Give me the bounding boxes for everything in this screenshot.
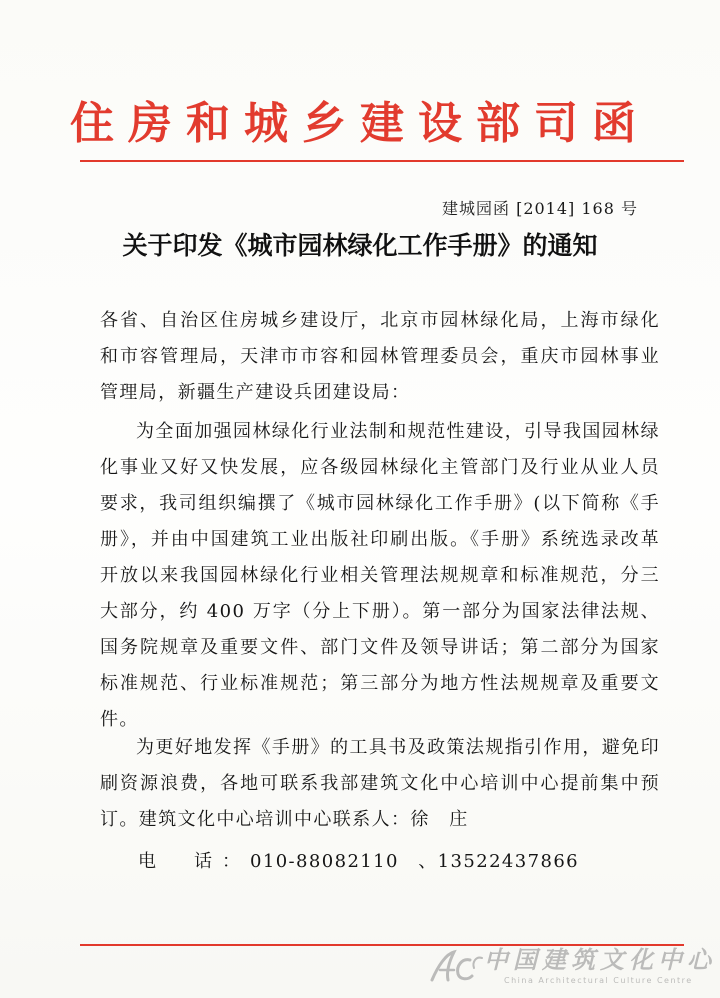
watermark-org-name: 中国建筑文化中心 [484, 945, 716, 974]
document-number: 建城园函 [2014] 168 号 [441, 199, 638, 218]
body-paragraph-2: 为更好地发挥《手册》的工具书及政策法规指引作用，避免印刷资源浪费，各地可联系我部建筑文化中心培训中心提前集中预订。建筑文化中心培训中心联系人：徐 庄 [100, 737, 660, 830]
contact-phone-line [138, 844, 579, 880]
issuer-letterhead: 住房和城乡建设部司函 [70, 98, 650, 149]
phone-label: 电 话： [138, 851, 250, 872]
watermark-english-name: China Architectural Culture Centre [504, 976, 693, 985]
addressee-paragraph: 各省、自治区住房城乡建设厅，北京市园林绿化局，上海市绿化和市容管理局，天津市市容和园林管理委员会，重庆市园林事业管理局，新疆生产建设兵团建设局： [100, 310, 660, 403]
phone-numbers: 010-88082110 、13522437866 [250, 851, 580, 872]
document-title: 关于印发《城市园林绿化工作手册》的通知 [122, 231, 598, 260]
organization-watermark [428, 940, 716, 996]
header-red-rule [80, 160, 684, 162]
acc-logo-icon [428, 946, 486, 986]
body-paragraph-1: 为全面加强园林绿化行业法制和规范性建设，引导我国园林绿化事业又好又快发展，应各级园林绿化主管部门及行业从业人员要求，我司组织编撰了《城市园林绿化工作手册》(以下简称《手册》，并由中国建筑工业出版社印刷出版。《手册》系统选录改革开放以来我国园林绿化行业相关管理法规规章和标准规范，分三大部分，约 400 万字（分上下册）。第一部分为国家法律法规、国务院规章及重要文件、部门文件及领导讲话；第二部分为国家标准规范、行业标准规范；第三部分为地方性法规规章及重要文件。 [100, 421, 660, 730]
